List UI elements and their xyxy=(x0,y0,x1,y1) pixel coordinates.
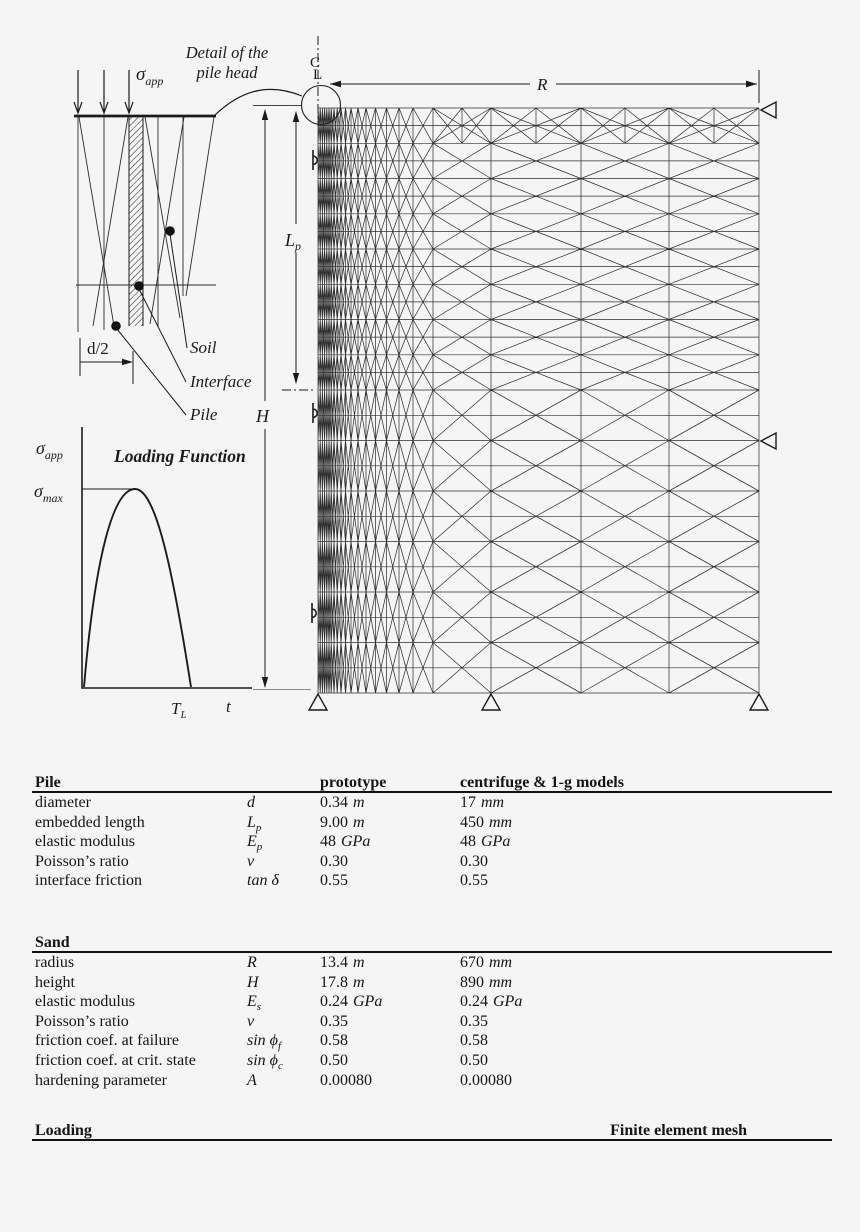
prototype-value: 0.24 GPa xyxy=(320,993,383,1011)
pile-rows xyxy=(32,793,832,891)
d2-label: d/2 xyxy=(87,339,109,358)
pile-section xyxy=(32,774,832,891)
down-arrow-icon xyxy=(74,70,82,113)
roller-support-icon xyxy=(761,433,776,449)
pile-dot xyxy=(111,321,121,331)
model-value: 17 mm xyxy=(460,794,505,811)
sand-section xyxy=(32,934,832,1090)
table-row xyxy=(32,832,832,852)
prototype-value: 13.4 m xyxy=(320,954,365,971)
prototype-value: 0.30 xyxy=(320,852,348,870)
axis-node-marker-icon xyxy=(312,603,316,623)
row-symbol: H xyxy=(247,973,259,991)
row-label: diameter xyxy=(35,794,91,811)
row-label: friction coef. at failure xyxy=(35,1032,179,1050)
model-value: 0.00080 xyxy=(460,1071,512,1089)
table-row xyxy=(32,992,832,1012)
pile-label: Pile xyxy=(190,405,218,424)
row-label: interface friction xyxy=(35,872,143,890)
sigma-app-label: $\sigma_{app}$ xyxy=(136,64,164,88)
interface-label: Interface xyxy=(190,372,252,391)
row-label: elastic modulus xyxy=(35,833,135,851)
section-title: Pile xyxy=(35,774,61,791)
table-row xyxy=(32,973,832,993)
centerline-symbol-l: L xyxy=(313,67,323,83)
mesh-grid-lines xyxy=(318,108,759,693)
plot-title: Loading Function xyxy=(114,446,246,466)
pile-hatch xyxy=(129,116,143,326)
table-row xyxy=(32,953,832,973)
row-label: Poisson’s ratio xyxy=(35,1012,129,1030)
row-symbol: R xyxy=(247,954,257,971)
model-value: 0.55 xyxy=(460,872,488,890)
column-header-prototype: prototype xyxy=(320,774,387,791)
radius-label: R xyxy=(537,75,548,94)
table-row xyxy=(32,793,832,813)
soil-label: Soil xyxy=(190,338,217,357)
finite-element-mesh xyxy=(309,102,776,710)
section-title: Sand xyxy=(35,934,70,951)
row-symbol: $E_p$ xyxy=(247,833,263,854)
table-row xyxy=(32,1071,832,1091)
table-row xyxy=(32,813,832,833)
row-symbol: ν xyxy=(247,852,255,870)
section-title: Loading xyxy=(35,1122,92,1139)
model-value: 0.58 xyxy=(460,1032,488,1050)
detail-mesh-lines xyxy=(76,116,216,332)
row-symbol: $\sin \phi_c$ xyxy=(247,1051,283,1073)
pile-head-detail xyxy=(74,43,268,424)
sigma-max-label: $\sigma_{max}$ xyxy=(34,481,63,505)
pin-support-icon xyxy=(482,694,500,710)
pile-section-header-row xyxy=(32,774,832,793)
model-value: 0.35 xyxy=(460,1012,488,1030)
height-label: H xyxy=(256,406,269,426)
pin-support-icon xyxy=(750,694,768,710)
x-tick-label: $T_L$ xyxy=(171,699,187,721)
row-label: Poisson’s ratio xyxy=(35,852,129,870)
load-arrows xyxy=(74,70,133,113)
prototype-value: 0.50 xyxy=(320,1051,348,1069)
table-row xyxy=(32,1031,832,1051)
sand-section-header-row xyxy=(32,934,832,953)
prototype-value: 0.00080 xyxy=(320,1071,372,1089)
leader-lines xyxy=(117,234,187,415)
row-label: radius xyxy=(35,954,75,971)
prototype-value: 9.00 m xyxy=(320,813,365,831)
mesh-caption: Finite element mesh xyxy=(610,1122,747,1139)
prototype-value: 48 GPa xyxy=(320,833,371,851)
sand-rows xyxy=(32,953,832,1090)
model-value: 670 mm xyxy=(460,954,513,971)
table-row xyxy=(32,1051,832,1071)
row-symbol: $L_p$ xyxy=(247,813,262,834)
row-symbol: ν xyxy=(247,1012,255,1030)
table-row xyxy=(32,852,832,872)
model-value: 0.50 xyxy=(460,1051,488,1069)
row-label: height xyxy=(35,973,75,991)
prototype-value: 0.55 xyxy=(320,872,348,890)
table-row xyxy=(32,1012,832,1032)
axis-node-marker-icon xyxy=(313,150,317,170)
centerline-symbol-c: C xyxy=(310,55,321,71)
row-label: embedded length xyxy=(35,813,145,831)
prototype-value: 0.34 m xyxy=(320,794,365,811)
detail-title-line1: Detail of the xyxy=(185,43,269,62)
model-value: 890 mm xyxy=(460,973,513,991)
row-symbol: d xyxy=(247,794,255,811)
row-label: elastic modulus xyxy=(35,993,135,1011)
model-value: 0.24 GPa xyxy=(460,993,523,1011)
detail-title-line2: pile head xyxy=(196,63,258,82)
prototype-value: 0.58 xyxy=(320,1032,348,1050)
row-label: friction coef. at crit. state xyxy=(35,1051,196,1069)
pile-length-label: $L_p$ xyxy=(285,230,302,253)
row-label: hardening parameter xyxy=(35,1071,167,1089)
loading-function-plot xyxy=(34,427,252,721)
loading-curve xyxy=(84,489,191,687)
row-symbol: A xyxy=(247,1071,257,1089)
down-arrow-icon xyxy=(125,70,133,113)
loading-section-header-row xyxy=(32,1122,832,1141)
model-value: 48 GPa xyxy=(460,833,511,851)
prototype-value: 17.8 m xyxy=(320,973,365,991)
row-symbol: $\sin \phi_f$ xyxy=(247,1032,282,1053)
arrowhead-icon xyxy=(122,359,133,366)
row-symbol: $E_s$ xyxy=(247,993,262,1014)
table-row xyxy=(32,871,832,891)
detail-callout-arc xyxy=(214,89,302,116)
prototype-value: 0.35 xyxy=(320,1012,348,1030)
column-header-models: centrifuge & 1-g models xyxy=(460,774,624,791)
x-axis-label: t xyxy=(226,697,231,716)
loading-section xyxy=(32,1122,832,1141)
axis-node-marker-icon xyxy=(313,403,317,423)
model-value: 0.30 xyxy=(460,852,488,870)
row-symbol: tan δ xyxy=(247,872,279,890)
down-arrow-icon xyxy=(100,70,108,113)
model-value: 450 mm xyxy=(460,813,513,831)
y-axis-label: $\sigma_{app}$ xyxy=(36,438,63,462)
pin-support-icon xyxy=(309,694,327,710)
roller-support-icon xyxy=(761,102,776,118)
